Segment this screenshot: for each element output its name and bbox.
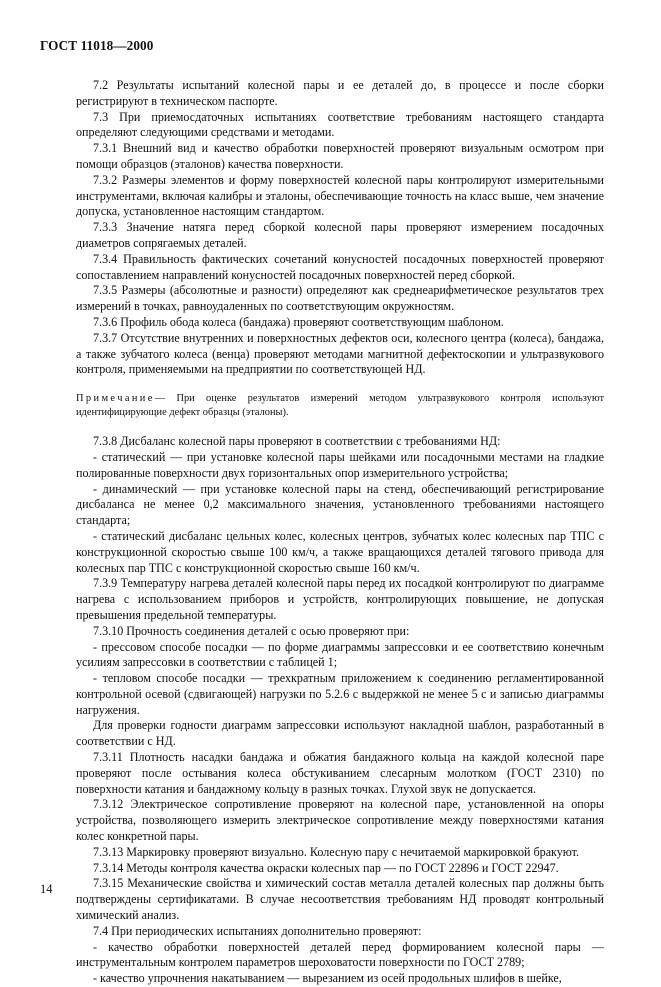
paragraph-7-3-5: 7.3.5 Размеры (абсолютные и разности) определяют как среднеарифметическое результатов трех измерений в точках, равноудаленных по соответствующим окружностям.	[76, 283, 604, 314]
paragraph-7-3-12: 7.3.12 Электрическое сопротивление проверяют на колесной паре, установленной на опоры устройства, позволяющего измерить электрическое сопротивление между поверхностями катания колес конкретной пары.	[76, 797, 604, 844]
list-item-press-fit: - прессовом способе посадки — по форме диаграммы запрессовки и ее соответствию конечным усилиям запрессовки в соответствии с таблицей 1;	[76, 639, 604, 670]
paragraph-7-3-1: 7.3.1 Внешний вид и качество обработки поверхностей проверяют визуальным осмотром при помощи образцов (эталонов) качества поверхности.	[76, 141, 604, 171]
note	[76, 392, 604, 420]
list-item-rolling-hardening: - качество упрочнения накатыванием — вырезанием из осей продольных шлифов в шейке,	[93, 971, 562, 986]
note-text: — При оценке результатов измерений методом ультразвукового контроля используют идентифицирующие дефект образцы (эталоны).	[76, 393, 604, 419]
page-number: 14	[40, 882, 53, 896]
paragraph-7-3-7: 7.3.7 Отсутствие внутренних и поверхностных дефектов оси, колесного центра (колеса), бандажа, а также зубчатого колеса (венца) проверяют методами магнитной дефектоскопии и ультразвукового контроля, применяемыми на предприятии по соответствующей НД.	[76, 330, 604, 377]
paragraph-7-3: 7.3 При приемосдаточных испытаниях соответствие требованиям настоящего стандарта определяют следующими средствами и методами.	[76, 109, 604, 140]
note-label: Примечание	[76, 393, 155, 405]
paragraph-7-2: 7.2 Результаты испытаний колесной пары и ее деталей до, в процессе и после сборки регистрируют в техническом паспорте.	[76, 78, 604, 108]
paragraph-7-3-13: 7.3.13 Маркировку проверяют визуально. Колесную пару с нечитаемой маркировкой бракуют.	[93, 844, 580, 859]
list-item-static-imbalance: - статический дисбаланс цельных колес, колесных центров, зубчатых колес колесных пар ТПС с конструкционной скоростью свыше 100 км/ч, а также вращающихся деталей тягового привода для колесных пар ТПС с конструкционной скоростью свыше 160 км/ч.	[76, 528, 604, 575]
paragraph-7-3-10: 7.3.10 Прочность соединения деталей с осью проверяют при:	[93, 623, 410, 638]
paragraph-7-3-11: 7.3.11 Плотность насадки бандажа и обжатия бандажного кольца на каждой колесной паре проверяют после остывания колеса обстукиванием слесарным молотком (ГОСТ 2310) по поверхности катания и бандажному кольцу в разных точках. Глухой звук не допускается.	[76, 750, 604, 796]
paragraph-7-3-3: 7.3.3 Значение натяга перед сборкой колесной пары проверяют измерением посадочных диаметров сопрягаемых деталей.	[76, 220, 604, 250]
paragraph-7-4: 7.4 При периодических испытаниях дополнительно проверяют:	[93, 923, 422, 938]
list-item-dynamic: - динамический — при установке колесной пары на стенд, обеспечивающий регистрирование дисбаланса не менее 0,2 максимального значения, установленного требованиями настоящего стандарта;	[76, 481, 604, 528]
list-item-surface-treatment: - качество обработки поверхностей деталей перед формированием колесной пары — инструментальным контролем параметров шероховатости поверхности по ГОСТ 2789;	[76, 939, 604, 970]
list-item-thermal-fit: - тепловом способе посадки — трехкратным приложением к соединению регламентированной контрольной осевой (сдвигающей) нагрузки по 5.2.6 с выдержкой не менее 5 с и записью диаграммы нагружения.	[76, 671, 604, 717]
list-item-static: - статический — при установке колесной пары шейками или посадочными местами на гладкие полированные поверхности двух горизонтальных опор измерительного устройства;	[76, 449, 604, 480]
paragraph-7-3-2: 7.3.2 Размеры элементов и форму поверхностей колесной пары контролируют измерительными инструментами, включая калибры и эталоны, обеспечивающие точность на класс выше, чем значение допуска, установленное настоящим стандартом.	[76, 172, 604, 219]
paragraph-7-3-4: 7.3.4 Правильность фактических сочетаний конусностей посадочных поверхностей проверяют сопоставлением направлений конусностей посадочных поверхностей перед сборкой.	[76, 251, 604, 282]
paragraph-7-3-14: 7.3.14 Методы контроля качества окраски колесных пар — по ГОСТ 22896 и ГОСТ 22947.	[93, 860, 559, 875]
paragraph-7-3-9: 7.3.9 Температуру нагрева деталей колесной пары перед их посадкой контролируют по диаграмме нагрева с использованием приборов и устройств, контролирующих повышение, не допуская превышения предельной температуры.	[76, 576, 604, 622]
paragraph-7-3-6: 7.3.6 Профиль обода колеса (бандажа) проверяют соответствующим шаблоном.	[93, 314, 504, 329]
document-body	[76, 78, 604, 987]
paragraph-template-check: Для проверки годности диаграмм запрессовки используют накладной шаблон, разработанный в соответствии с НД.	[76, 718, 604, 749]
document-code-header: ГОСТ 11018—2000	[40, 38, 154, 53]
paragraph-7-3-15: 7.3.15 Механические свойства и химический состав металла деталей колесных пар должны быть подтверждены сертификатами. В случае несоответствия требованиям НД проводят контрольный химический анализ.	[76, 876, 604, 923]
paragraph-7-3-8: 7.3.8 Дисбаланс колесной пары проверяют в соответствии с требованиями НД:	[93, 434, 501, 449]
